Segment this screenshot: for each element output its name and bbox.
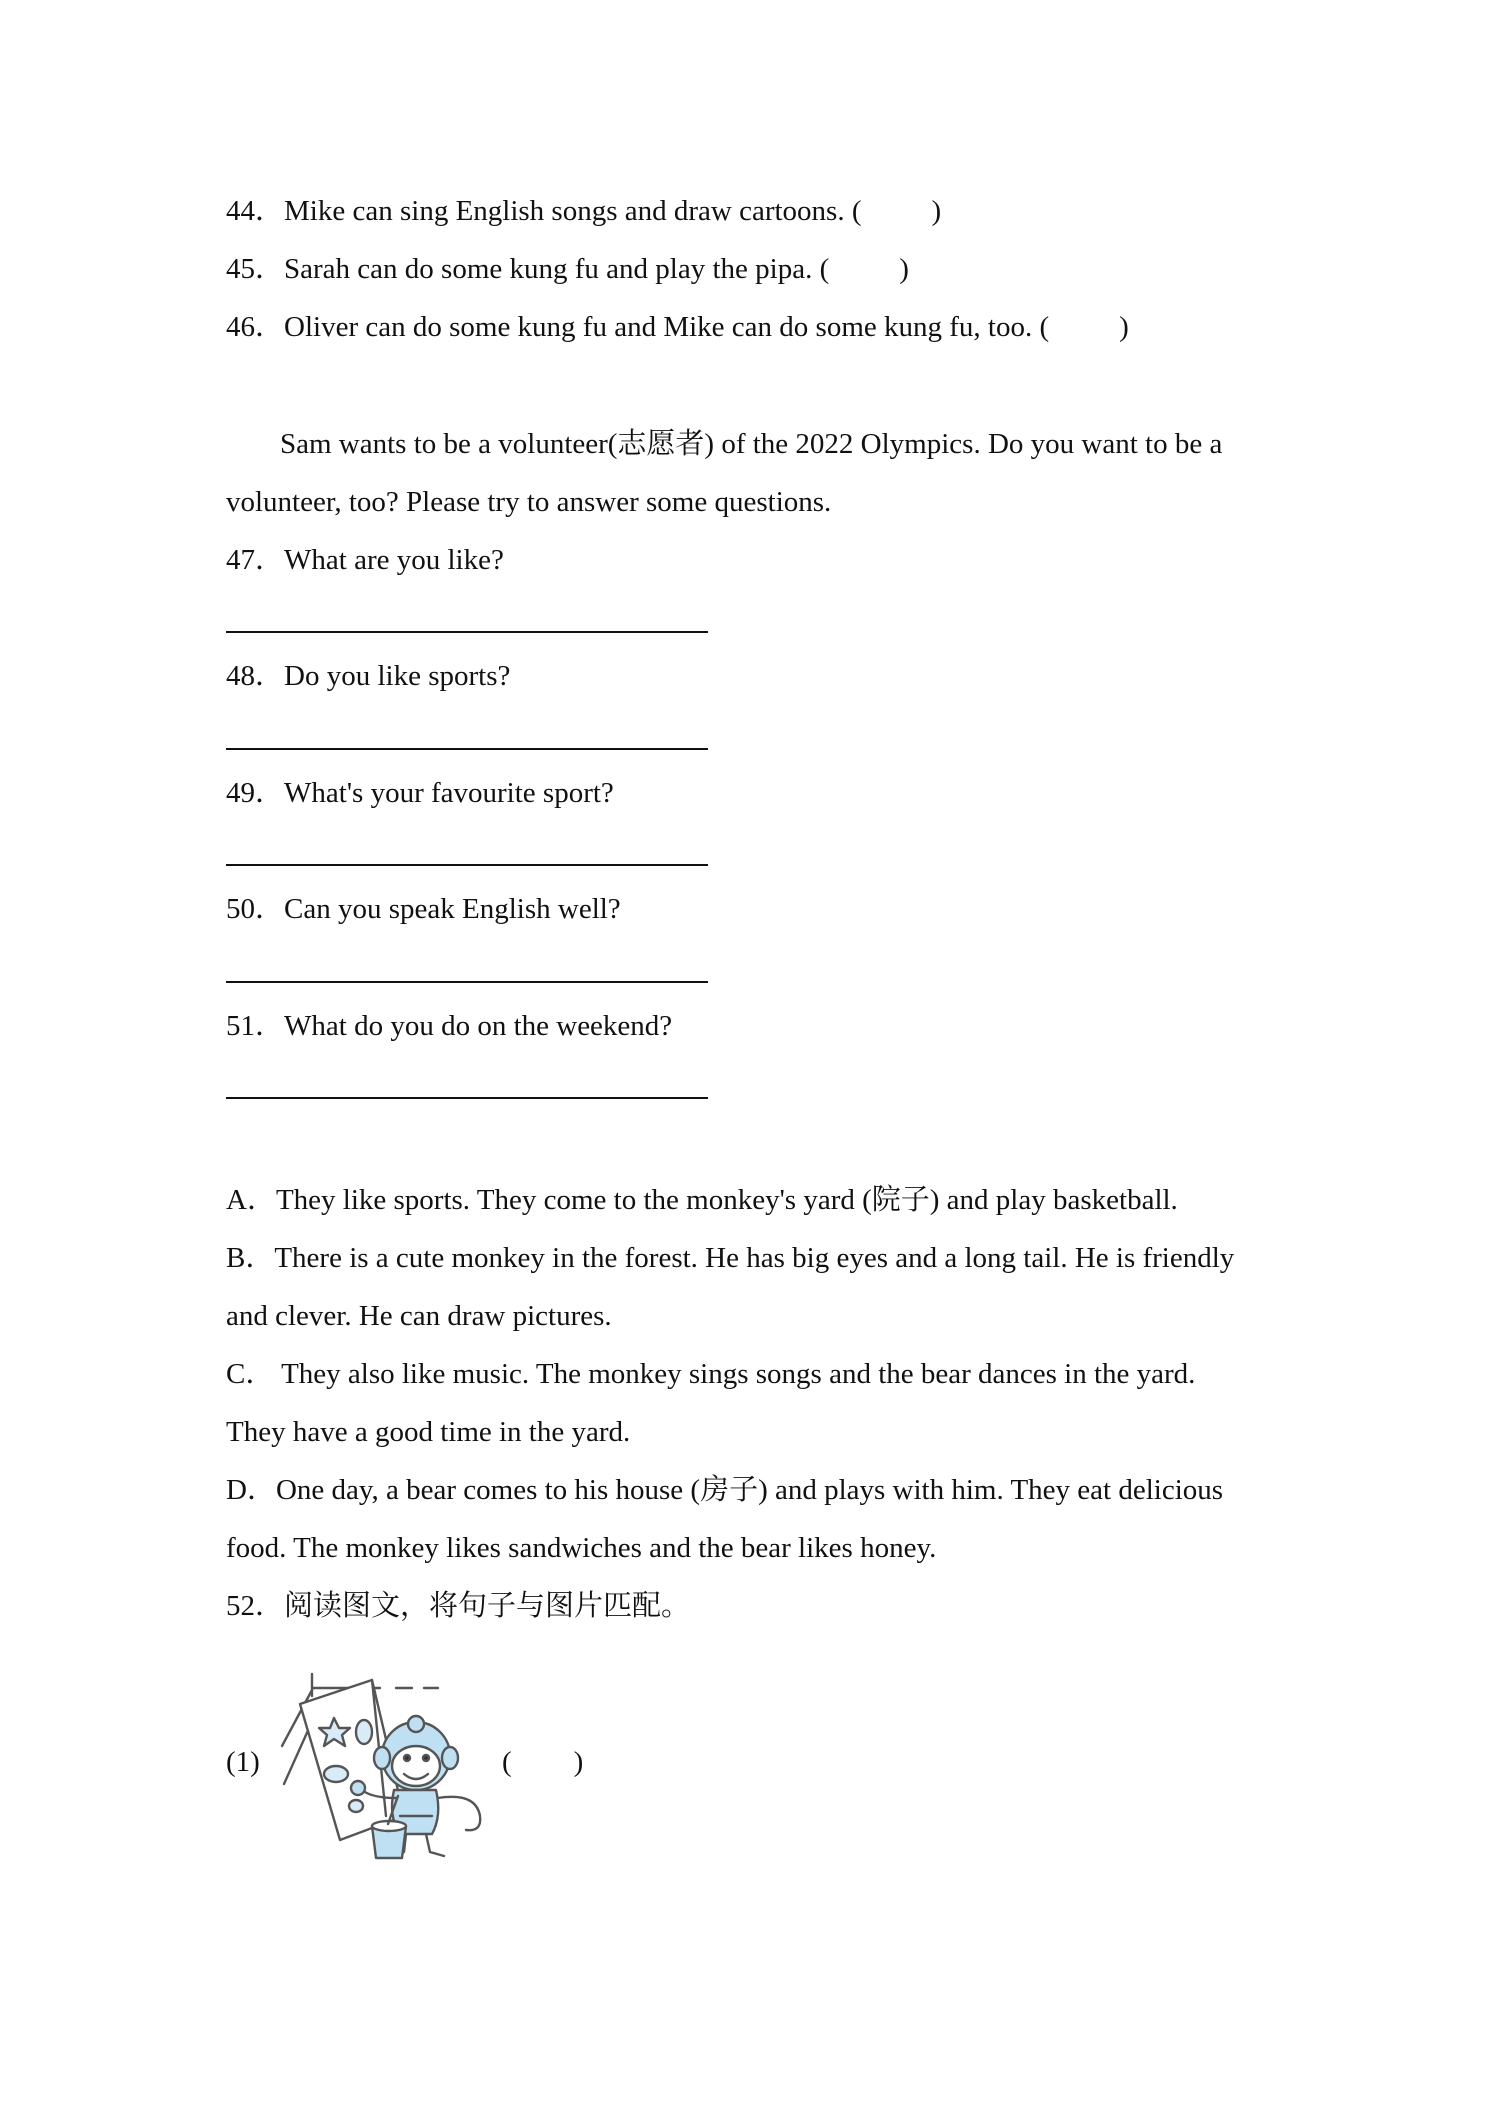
item-number: 47． [226, 544, 285, 576]
answer-parentheses-1 [502, 1742, 583, 1782]
item-text: Oliver can do some kung fu and Mike can do some kung fu, too. ( [284, 311, 1050, 343]
story-b-line-2: and clever. He can draw pictures. [226, 1300, 612, 1332]
judgement-46 [226, 307, 1129, 347]
question-48 [226, 656, 510, 696]
question-50 [226, 889, 621, 929]
story-d-line-1: D．One day, a bear comes to his house (房子) and plays with him. They eat delicious [226, 1474, 1224, 1506]
item-text: Sarah can do some kung fu and play the pipa. ( [284, 253, 830, 285]
item-number: 50． [226, 893, 285, 925]
task-52 [226, 1586, 690, 1626]
item-label-1: (1) [226, 1746, 260, 1778]
item-number: 48． [226, 660, 285, 692]
judgement-44 [226, 191, 941, 231]
story-c-line-2: They have a good time in the yard. [226, 1416, 631, 1448]
paren-close: ) [931, 195, 942, 227]
question-text: Do you like sports? [284, 660, 511, 692]
story-c-line-1: C． They also like music. The monkey sings songs and the bear dances in the yard. [226, 1358, 1196, 1390]
question-text: Can you speak English well? [284, 893, 621, 925]
item-number: 44． [226, 195, 285, 227]
item-number: 49． [226, 777, 285, 809]
answer-line-49[interactable] [226, 864, 708, 866]
paren-open: ( [502, 1746, 512, 1778]
paren-close: ) [1119, 311, 1129, 343]
paren-close: ) [899, 253, 909, 285]
question-47 [226, 540, 504, 580]
item-number: 46． [226, 311, 285, 343]
paren-close: ) [573, 1746, 584, 1778]
judgement-45 [226, 249, 909, 289]
item-text: Mike can sing English songs and draw cartoons. ( [284, 195, 862, 227]
item-number: 52． [226, 1590, 285, 1622]
story-b-line-1: B．There is a cute monkey in the forest. He has big eyes and a long tail. He is friendly [226, 1242, 1235, 1274]
question-49 [226, 773, 614, 813]
question-text: What's your favourite sport? [284, 777, 614, 809]
answer-line-51[interactable] [226, 1097, 708, 1099]
intro-line-2: volunteer, too? Please try to answer some questions. [226, 486, 832, 518]
monkey-painting-picture [276, 1666, 506, 1862]
question-51 [226, 1006, 672, 1046]
item-number: 51． [226, 1010, 285, 1042]
answer-line-50[interactable] [226, 981, 708, 983]
question-text: What do you do on the weekend? [284, 1010, 673, 1042]
intro-line-1: Sam wants to be a volunteer(志愿者) of the 2022 Olympics. Do you want to be a [280, 428, 1223, 460]
answer-line-48[interactable] [226, 748, 708, 750]
item-number: 45． [226, 253, 285, 285]
question-text: What are you like? [284, 544, 504, 576]
story-a: A．They like sports. They come to the monkey's yard (院子) and play basketball. [226, 1184, 1178, 1216]
story-d-line-2: food. The monkey likes sandwiches and the bear likes honey. [226, 1532, 937, 1564]
task-instruction: 阅读图文，将句子与图片匹配。 [284, 1590, 691, 1622]
answer-line-47[interactable] [226, 631, 708, 633]
